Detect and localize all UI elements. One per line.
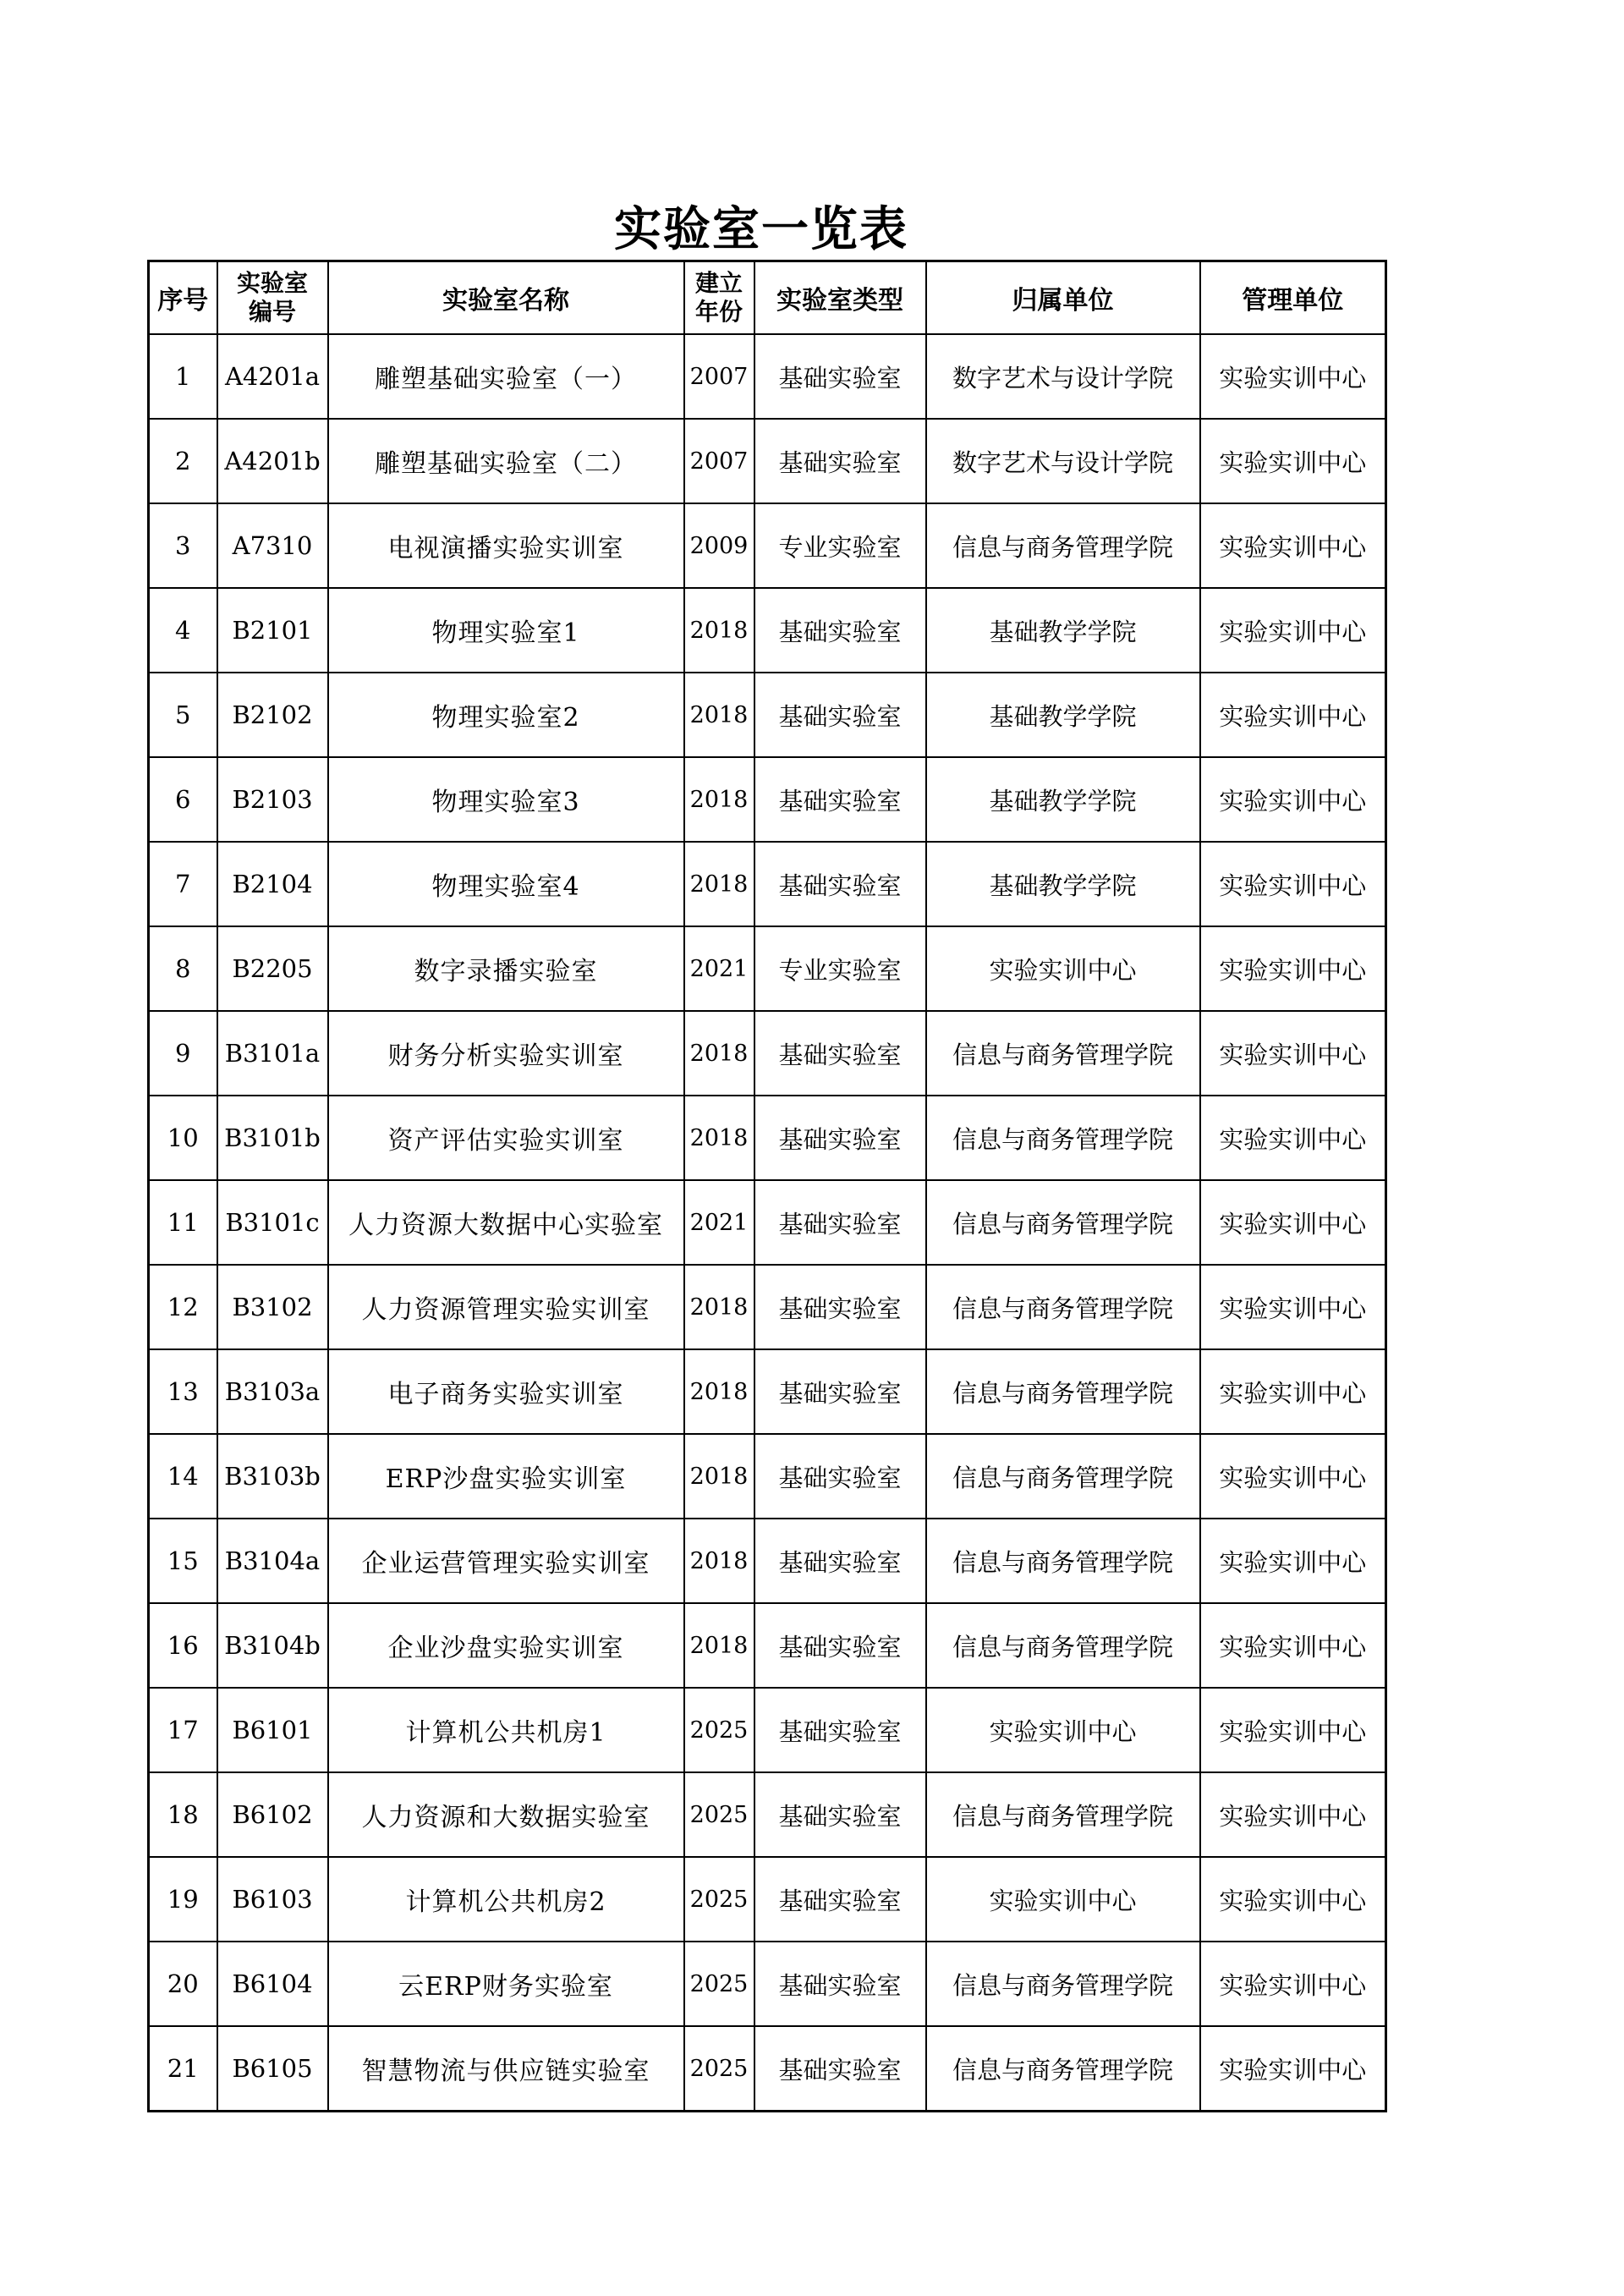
cell-name: 云ERP财务实验室 [328,1942,684,2026]
cell-owner: 基础教学学院 [926,673,1200,757]
cell-owner: 基础教学学院 [926,588,1200,673]
table-row [149,1519,1386,1603]
cell-type: 专业实验室 [754,926,926,1011]
table-row [149,1096,1386,1180]
cell-name: 物理实验室2 [328,673,684,757]
cell-owner: 信息与商务管理学院 [926,1519,1200,1603]
cell-year: 2025 [684,2026,754,2112]
cell-type: 基础实验室 [754,2026,926,2112]
cell-year: 2007 [684,419,754,503]
table-row [149,1349,1386,1434]
cell-seq: 4 [149,588,217,673]
cell-code: B2104 [217,842,328,926]
table-row [149,503,1386,588]
table-row [149,842,1386,926]
cell-code: B3104b [217,1603,328,1688]
cell-owner: 数字艺术与设计学院 [926,334,1200,419]
cell-year: 2021 [684,926,754,1011]
cell-seq: 12 [149,1265,217,1349]
header-year: 建立年份 [684,261,754,335]
cell-owner: 基础教学学院 [926,842,1200,926]
cell-name: 电子商务实验实训室 [328,1349,684,1434]
cell-name: 物理实验室1 [328,588,684,673]
cell-code: B6104 [217,1942,328,2026]
cell-manager: 实验实训中心 [1200,1265,1386,1349]
cell-year: 2021 [684,1180,754,1265]
table-row [149,1772,1386,1857]
cell-year: 2018 [684,842,754,926]
cell-name: 财务分析实验实训室 [328,1011,684,1096]
cell-name: 雕塑基础实验室（一） [328,334,684,419]
table-body [149,334,1386,2112]
cell-type: 基础实验室 [754,588,926,673]
cell-year: 2018 [684,1603,754,1688]
cell-code: A4201a [217,334,328,419]
cell-owner: 实验实训中心 [926,926,1200,1011]
cell-name: 智慧物流与供应链实验室 [328,2026,684,2112]
cell-type: 基础实验室 [754,1603,926,1688]
cell-code: B3101c [217,1180,328,1265]
cell-name: 计算机公共机房2 [328,1857,684,1942]
cell-manager: 实验实训中心 [1200,1180,1386,1265]
cell-code: B3103b [217,1434,328,1519]
cell-seq: 5 [149,673,217,757]
cell-name: 人力资源大数据中心实验室 [328,1180,684,1265]
cell-type: 基础实验室 [754,842,926,926]
cell-seq: 6 [149,757,217,842]
cell-type: 基础实验室 [754,1519,926,1603]
cell-type: 基础实验室 [754,1942,926,2026]
cell-seq: 20 [149,1942,217,2026]
cell-manager: 实验实训中心 [1200,419,1386,503]
table-row [149,757,1386,842]
cell-manager: 实验实训中心 [1200,926,1386,1011]
cell-manager: 实验实训中心 [1200,673,1386,757]
cell-name: 人力资源和大数据实验室 [328,1772,684,1857]
cell-seq: 21 [149,2026,217,2112]
cell-name: 物理实验室3 [328,757,684,842]
cell-seq: 17 [149,1688,217,1772]
cell-type: 基础实验室 [754,673,926,757]
cell-manager: 实验实训中心 [1200,757,1386,842]
cell-owner: 信息与商务管理学院 [926,1349,1200,1434]
cell-manager: 实验实训中心 [1200,588,1386,673]
cell-manager: 实验实训中心 [1200,1434,1386,1519]
cell-name: 企业沙盘实验实训室 [328,1603,684,1688]
header-name: 实验室名称 [328,261,684,335]
cell-manager: 实验实训中心 [1200,334,1386,419]
cell-manager: 实验实训中心 [1200,503,1386,588]
cell-manager: 实验实训中心 [1200,1688,1386,1772]
cell-year: 2018 [684,1349,754,1434]
cell-seq: 8 [149,926,217,1011]
cell-seq: 11 [149,1180,217,1265]
cell-owner: 信息与商务管理学院 [926,1772,1200,1857]
table-row [149,926,1386,1011]
cell-year: 2025 [684,1772,754,1857]
cell-code: B3101b [217,1096,328,1180]
cell-year: 2025 [684,1857,754,1942]
cell-owner: 信息与商务管理学院 [926,1180,1200,1265]
cell-year: 2018 [684,1434,754,1519]
cell-owner: 信息与商务管理学院 [926,1011,1200,1096]
cell-owner: 信息与商务管理学院 [926,1942,1200,2026]
cell-year: 2009 [684,503,754,588]
cell-owner: 信息与商务管理学院 [926,1434,1200,1519]
header-manager: 管理单位 [1200,261,1386,335]
cell-type: 基础实验室 [754,757,926,842]
cell-name: 数字录播实验室 [328,926,684,1011]
table-row [149,334,1386,419]
cell-name: 企业运营管理实验实训室 [328,1519,684,1603]
cell-type: 基础实验室 [754,1096,926,1180]
cell-manager: 实验实训中心 [1200,1603,1386,1688]
table-row [149,588,1386,673]
cell-code: B6101 [217,1688,328,1772]
table-row [149,1265,1386,1349]
cell-code: B2102 [217,673,328,757]
cell-year: 2018 [684,673,754,757]
cell-type: 基础实验室 [754,1180,926,1265]
cell-seq: 10 [149,1096,217,1180]
cell-manager: 实验实训中心 [1200,1011,1386,1096]
cell-name: 雕塑基础实验室（二） [328,419,684,503]
cell-name: 计算机公共机房1 [328,1688,684,1772]
cell-year: 2007 [684,334,754,419]
cell-year: 2025 [684,1688,754,1772]
cell-owner: 数字艺术与设计学院 [926,419,1200,503]
cell-name: 人力资源管理实验实训室 [328,1265,684,1349]
table-row [149,1942,1386,2026]
cell-manager: 实验实训中心 [1200,842,1386,926]
cell-manager: 实验实训中心 [1200,1519,1386,1603]
cell-seq: 15 [149,1519,217,1603]
cell-manager: 实验实训中心 [1200,1857,1386,1942]
cell-owner: 信息与商务管理学院 [926,1096,1200,1180]
cell-manager: 实验实训中心 [1200,1349,1386,1434]
cell-code: A7310 [217,503,328,588]
cell-seq: 18 [149,1772,217,1857]
cell-code: B6102 [217,1772,328,1857]
cell-seq: 16 [149,1603,217,1688]
cell-manager: 实验实训中心 [1200,1942,1386,2026]
header-owner: 归属单位 [926,261,1200,335]
cell-owner: 实验实训中心 [926,1857,1200,1942]
cell-owner: 信息与商务管理学院 [926,1265,1200,1349]
cell-seq: 7 [149,842,217,926]
cell-code: B3104a [217,1519,328,1603]
cell-code: B3101a [217,1011,328,1096]
table-row [149,1011,1386,1096]
lab-table [147,260,1387,2112]
cell-type: 基础实验室 [754,1772,926,1857]
cell-name: ERP沙盘实验实训室 [328,1434,684,1519]
cell-seq: 14 [149,1434,217,1519]
header-seq: 序号 [149,261,217,335]
cell-type: 专业实验室 [754,503,926,588]
cell-manager: 实验实训中心 [1200,1772,1386,1857]
table-row [149,1180,1386,1265]
table-row [149,2026,1386,2112]
cell-year: 2018 [684,1265,754,1349]
cell-year: 2018 [684,588,754,673]
cell-name: 电视演播实验实训室 [328,503,684,588]
cell-seq: 19 [149,1857,217,1942]
cell-type: 基础实验室 [754,1434,926,1519]
cell-code: B6103 [217,1857,328,1942]
page-title: 实验室一览表 [614,201,908,257]
cell-year: 2018 [684,1519,754,1603]
cell-type: 基础实验室 [754,1265,926,1349]
cell-name: 物理实验室4 [328,842,684,926]
cell-type: 基础实验室 [754,1349,926,1434]
table-row [149,1603,1386,1688]
cell-year: 2018 [684,757,754,842]
cell-year: 2018 [684,1096,754,1180]
cell-manager: 实验实训中心 [1200,2026,1386,2112]
cell-owner: 实验实训中心 [926,1688,1200,1772]
cell-code: B2103 [217,757,328,842]
cell-year: 2025 [684,1942,754,2026]
cell-seq: 13 [149,1349,217,1434]
table-row [149,1434,1386,1519]
header-code: 实验室编号 [217,261,328,335]
cell-owner: 信息与商务管理学院 [926,503,1200,588]
cell-seq: 2 [149,419,217,503]
cell-manager: 实验实训中心 [1200,1096,1386,1180]
cell-code: B3103a [217,1349,328,1434]
cell-code: B2101 [217,588,328,673]
cell-owner: 信息与商务管理学院 [926,2026,1200,2112]
cell-type: 基础实验室 [754,1011,926,1096]
cell-owner: 基础教学学院 [926,757,1200,842]
cell-owner: 信息与商务管理学院 [926,1603,1200,1688]
table-row [149,1688,1386,1772]
table-row [149,673,1386,757]
cell-seq: 9 [149,1011,217,1096]
table-row [149,419,1386,503]
table-header-row [149,261,1386,335]
cell-type: 基础实验室 [754,1688,926,1772]
cell-seq: 1 [149,334,217,419]
cell-code: A4201b [217,419,328,503]
cell-code: B3102 [217,1265,328,1349]
cell-type: 基础实验室 [754,1857,926,1942]
cell-year: 2018 [684,1011,754,1096]
cell-type: 基础实验室 [754,419,926,503]
cell-seq: 3 [149,503,217,588]
table-row [149,1857,1386,1942]
cell-code: B6105 [217,2026,328,2112]
header-type: 实验室类型 [754,261,926,335]
cell-name: 资产评估实验实训室 [328,1096,684,1180]
cell-code: B2205 [217,926,328,1011]
cell-type: 基础实验室 [754,334,926,419]
